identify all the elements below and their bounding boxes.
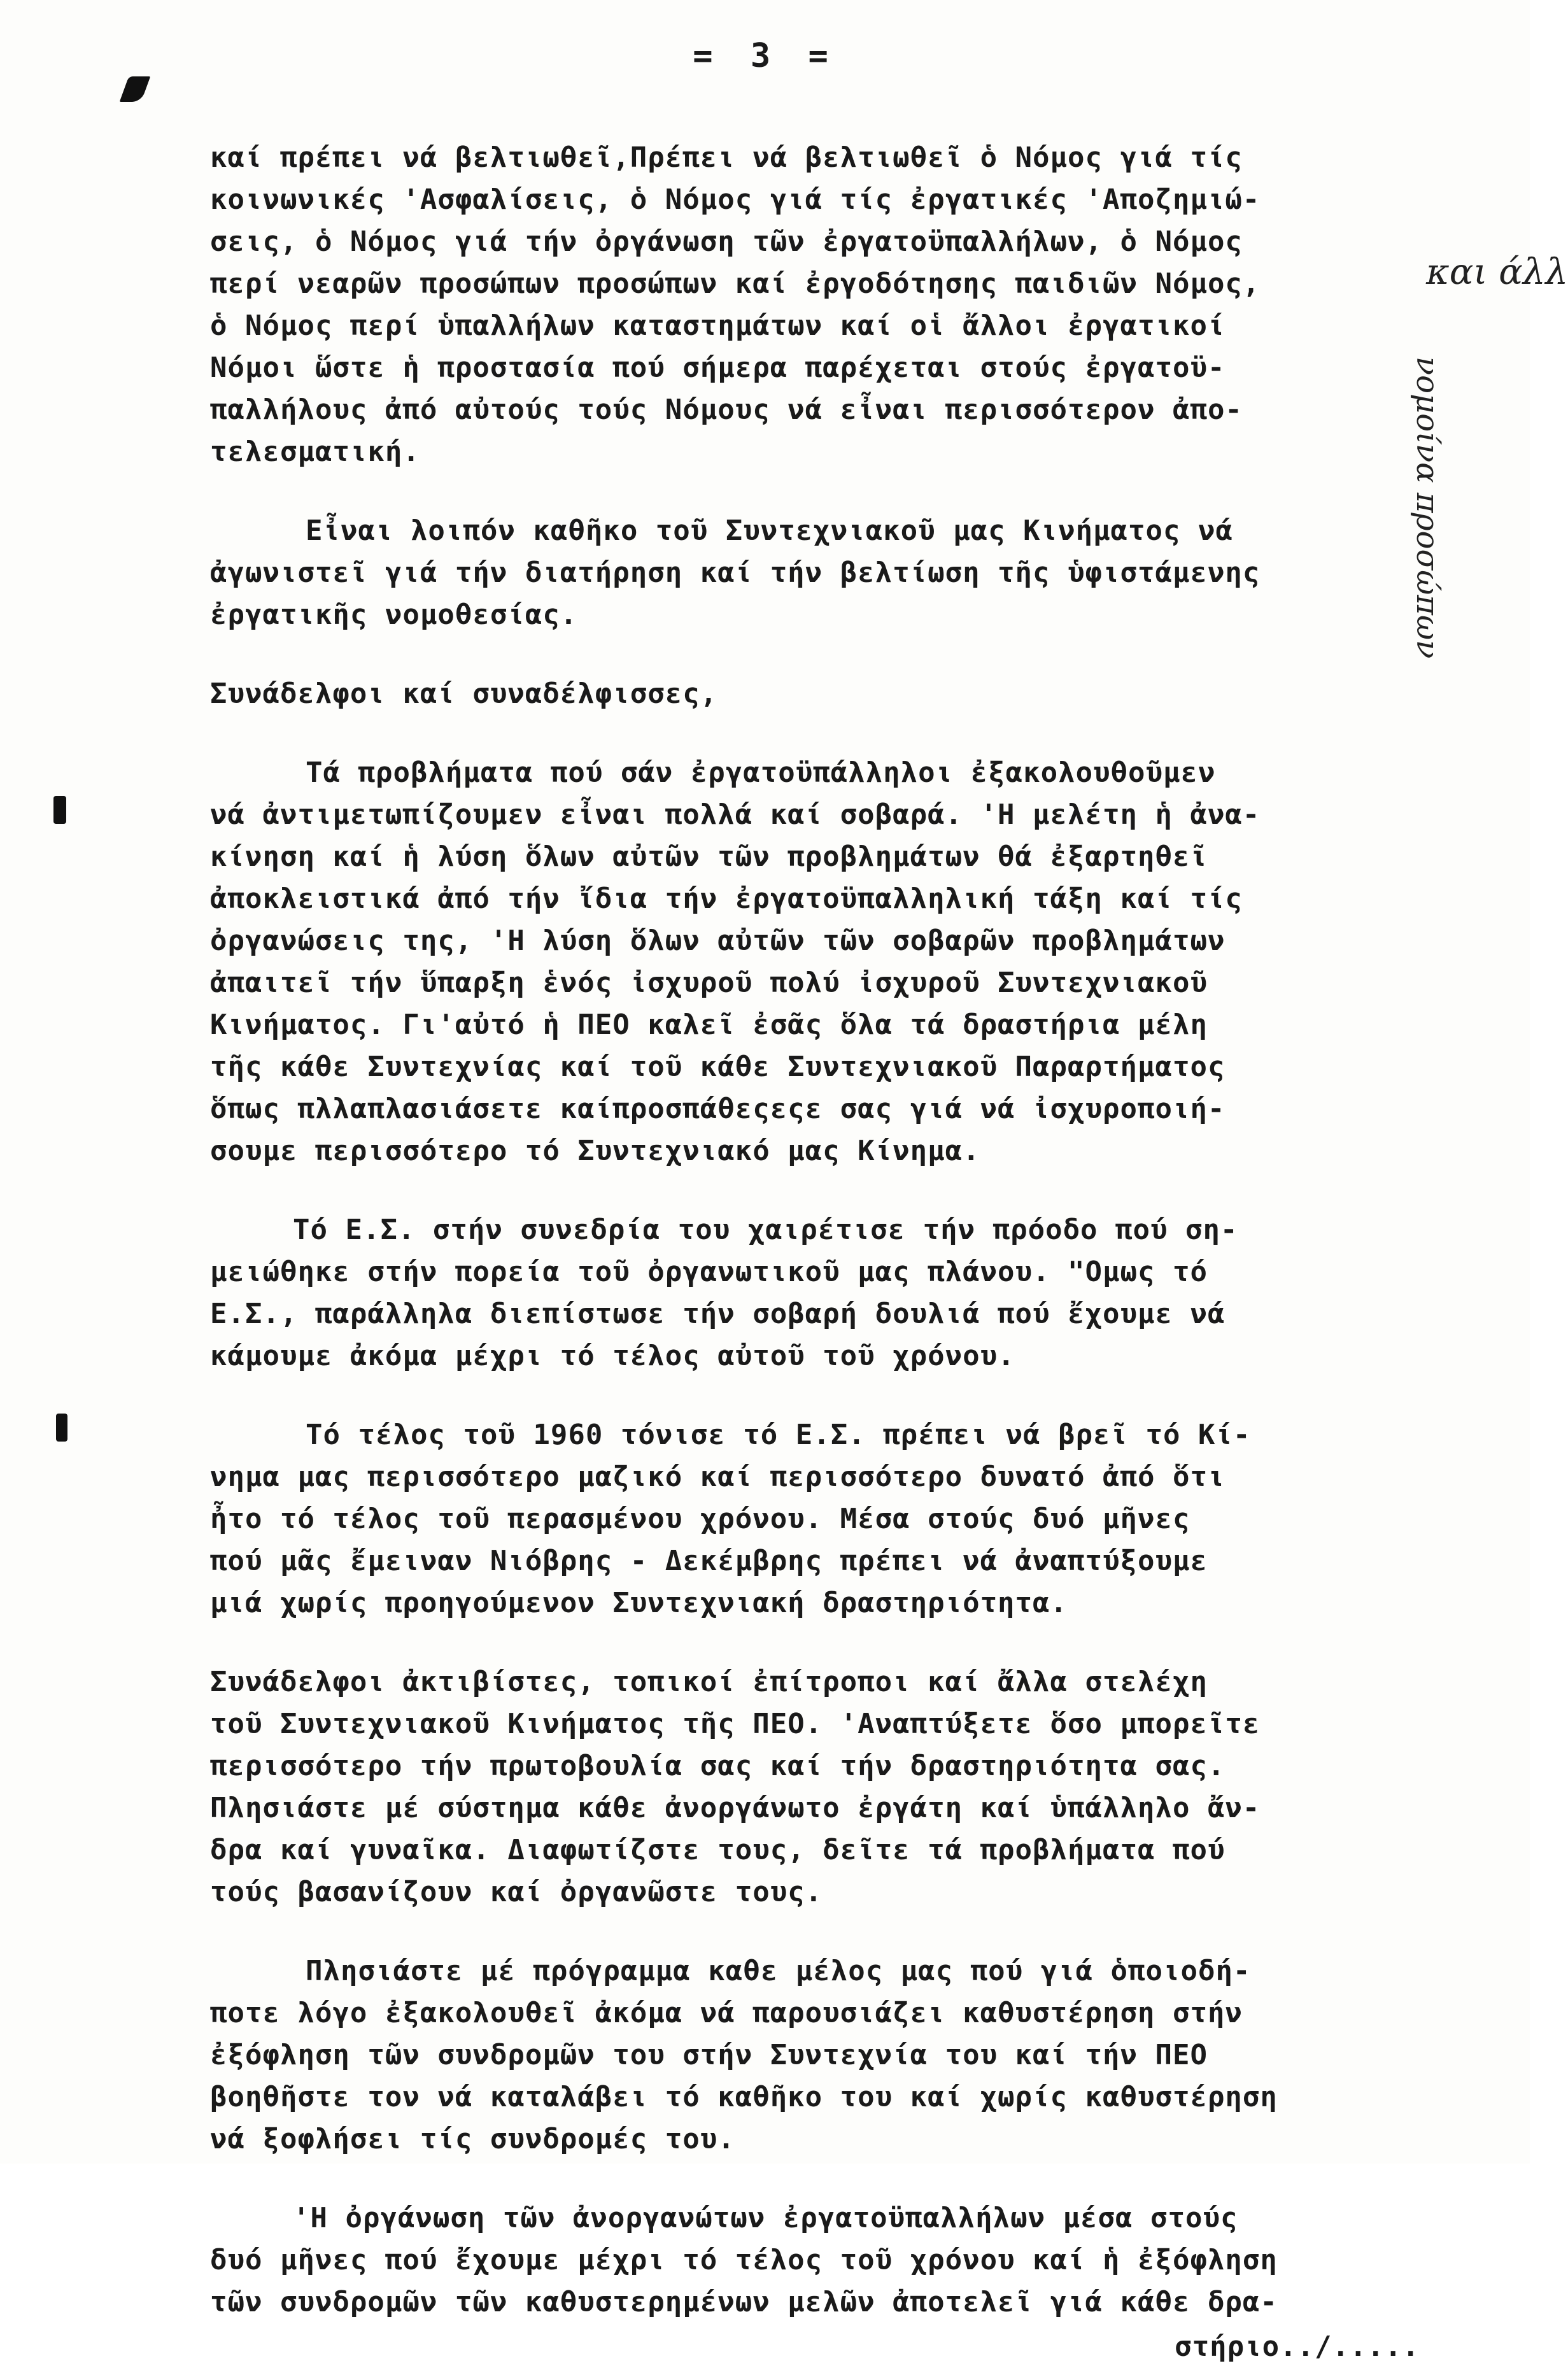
text-line: περί νεαρῶν προσώπων προσώπων καί ἐργοδότησης παιδιῶν Νόμος, (210, 267, 1261, 300)
text-line: ὁ Νόμος περί ὑπαλλήλων καταστημάτων καί οἱ ἄλλοι ἐργατικοί (210, 309, 1225, 342)
text-line: μιά χωρίς προηγούμενον Συντεχνιακή δραστηριότητα. (210, 1587, 1068, 1619)
text-line: κάμουμε ἀκόμα μέχρι τό τέλος αὐτοῦ τοῦ χρόνου. (210, 1340, 1015, 1372)
text-line: νά ξοφλήσει τίς συνδρομές του. (210, 2123, 735, 2155)
handwritten-margin-note: και άλλ (1426, 252, 1568, 293)
text-line: ἐξόφληση τῶν συνδρομῶν του στήν Συντεχνία του καί τήν ΠΕΟ (210, 2039, 1208, 2071)
paragraph (210, 1661, 1420, 1913)
paragraph (210, 510, 1420, 636)
binder-hole-mark (53, 796, 66, 824)
paragraph (210, 2197, 1420, 2368)
text-line: τελεσματική. (210, 436, 420, 468)
text-line: Τό Ε.Σ. στήν συνεδρία του χαιρέτισε τήν πρόοδο πού ση- (293, 1214, 1238, 1246)
text-line: βοηθῆστε τον νά καταλάβει τό καθῆκο του καί χωρίς καθυστέρηση (210, 2081, 1278, 2113)
text-line: δυό μῆνες πού ἔχουμε μέχρι τό τέλος τοῦ χρόνου καί ἡ ἐξόφληση (210, 2244, 1278, 2276)
text-line: ἀγωνιστεῖ γιά τήν διατήρηση καί τήν βελτίωση τῆς ὑφιστάμενης (210, 557, 1261, 589)
text-line: 'Η ὀργάνωση τῶν ἀνοργανώτων ἐργατοϋπαλλήλων μέσα στούς (293, 2202, 1238, 2234)
text-line: κοινωνικές 'Ασφαλίσεις, ὁ Νόμος γιά τίς ἐργατικές 'Αποζημιώ- (210, 183, 1261, 216)
text-line: Συνάδελφοι ἀκτιβίστες, τοπικοί ἐπίτροποι καί ἄλλα στελέχη (210, 1666, 1208, 1698)
text-line: Συνάδελφοι καί συναδέλφισσες, (210, 677, 718, 710)
text-line: παλλήλους ἀπό αὐτούς τούς Νόμους νά εἶναι περισσότερον ἀπο- (210, 393, 1243, 426)
text-line: νημα μας περισσότερο μαζικό καί περισσότερο δυνατό ἀπό ὅτι (210, 1461, 1225, 1493)
handwritten-margin-note: νομοίνα προσώπων (1409, 357, 1445, 659)
paragraph (210, 673, 1420, 715)
text-line: Τό τέλος τοῦ 1960 τόνισε τό Ε.Σ. πρέπει νά βρεῖ τό Κί- (306, 1419, 1251, 1451)
paragraph (210, 752, 1420, 1172)
text-line: περισσότερο τήν πρωτοβουλία σας καί τήν δραστηριότητα σας. (210, 1750, 1225, 1782)
text-line: ἀπαιτεῖ τήν ὕπαρξη ἑνός ἰσχυροῦ πολύ ἰσχυροῦ Συντεχνιακοῦ (210, 967, 1208, 999)
text-line: Πλησιάστε μέ σύστημα κάθε ἀνοργάνωτο ἐργάτη καί ὑπάλληλο ἄν- (210, 1792, 1261, 1824)
page-number: = 3 = (693, 37, 837, 75)
paragraph (210, 1950, 1420, 2160)
text-line: Κινήματος. Γι'αὐτό ἡ ΠΕΟ καλεῖ ἐσᾶς ὅλα τά δραστήρια μέλη (210, 1009, 1208, 1041)
document-body (210, 137, 1420, 2368)
binder-hole-mark (56, 1414, 67, 1442)
text-line: νά ἀντιμετωπίζουμεν εἶναι πολλά καί σοβαρά. 'Η μελέτη ἡ ἀνα- (210, 798, 1261, 831)
text-line: σεις, ὁ Νόμος γιά τήν ὀργάνωση τῶν ἐργατοϋπαλλήλων, ὁ Νόμος (210, 225, 1243, 258)
text-line: ὅπως πλλαπλασιάσετε καίπροσπάθεςεςε σας γιά νά ἰσχυροποιή- (210, 1093, 1225, 1125)
ink-mark (120, 76, 151, 102)
text-line: ὀργανώσεις της, 'Η λύση ὅλων αὐτῶν τῶν σοβαρῶν προβλημάτων (210, 925, 1225, 957)
text-line: πού μᾶς ἔμειναν Νιόβρης - Δεκέμβρης πρέπει νά ἀναπτύξουμε (210, 1545, 1208, 1577)
paragraph (210, 1414, 1420, 1624)
text-line: τῶν συνδρομῶν τῶν καθυστερημένων μελῶν ἀποτελεῖ γιά κάθε δρα- (210, 2286, 1278, 2318)
text-line: σουμε περισσότερο τό Συντεχνιακό μας Κίνημα. (210, 1135, 980, 1167)
text-line: Εἶναι λοιπόν καθῆκο τοῦ Συντεχνιακοῦ μας Κινήματος νά (306, 514, 1233, 547)
text-line: Πλησιάστε μέ πρόγραμμα καθε μέλος μας πού γιά ὁποιοδή- (306, 1955, 1251, 1987)
text-line: Ε.Σ., παράλληλα διεπίστωσε τήν σοβαρή δουλιά πού ἔχουμε νά (210, 1298, 1225, 1330)
text-line: ποτε λόγο ἐξακολουθεῖ ἀκόμα νά παρουσιάζει καθυστέρηση στήν (210, 1997, 1243, 2029)
text-line: Τά προβλήματα πού σάν ἐργατοϋπάλληλοι ἐξακολουθοῦμεν (306, 756, 1216, 789)
text-line: ἦτο τό τέλος τοῦ περασμένου χρόνου. Μέσα στούς δυό μῆνες (210, 1503, 1190, 1535)
text-line: ἀποκλειστικά ἀπό τήν ἴδια τήν ἐργατοϋπαλληλική τάξη καί τίς (210, 883, 1243, 915)
text-line: τοῦ Συντεχνιακοῦ Κινήματος τῆς ΠΕΟ. 'Αναπτύξετε ὅσο μπορεῖτε (210, 1708, 1261, 1740)
text-line: κίνηση καί ἡ λύση ὅλων αὐτῶν τῶν προβλημάτων θά ἐξαρτηθεῖ (210, 840, 1208, 873)
text-line: τῆς κάθε Συντεχνίας καί τοῦ κάθε Συντεχνιακοῦ Παραρτήματος (210, 1051, 1225, 1083)
text-line: μειώθηκε στήν πορεία τοῦ ὀργανωτικοῦ μας πλάνου. "Ομως τό (210, 1256, 1208, 1288)
text-line: Νόμοι ὥστε ἡ προστασία πού σήμερα παρέχεται στούς ἐργατοϋ- (210, 351, 1225, 384)
text-line: τούς βασανίζουν καί ὀργανῶστε τους. (210, 1876, 823, 1908)
text-line: καί πρέπει νά βελτιωθεῖ,Πρέπει νά βελτιωθεῖ ὁ Νόμος γιά τίς (210, 141, 1243, 174)
text-line: δρα καί γυναῖκα. Διαφωτίζστε τους, δεῖτε τά προβλήματα πού (210, 1834, 1225, 1866)
paragraph (210, 137, 1420, 473)
continuation-marker: στήριο../..... (1175, 2330, 1420, 2363)
text-line: ἐργατικῆς νομοθεσίας. (210, 599, 578, 631)
paragraph (210, 1209, 1420, 1377)
